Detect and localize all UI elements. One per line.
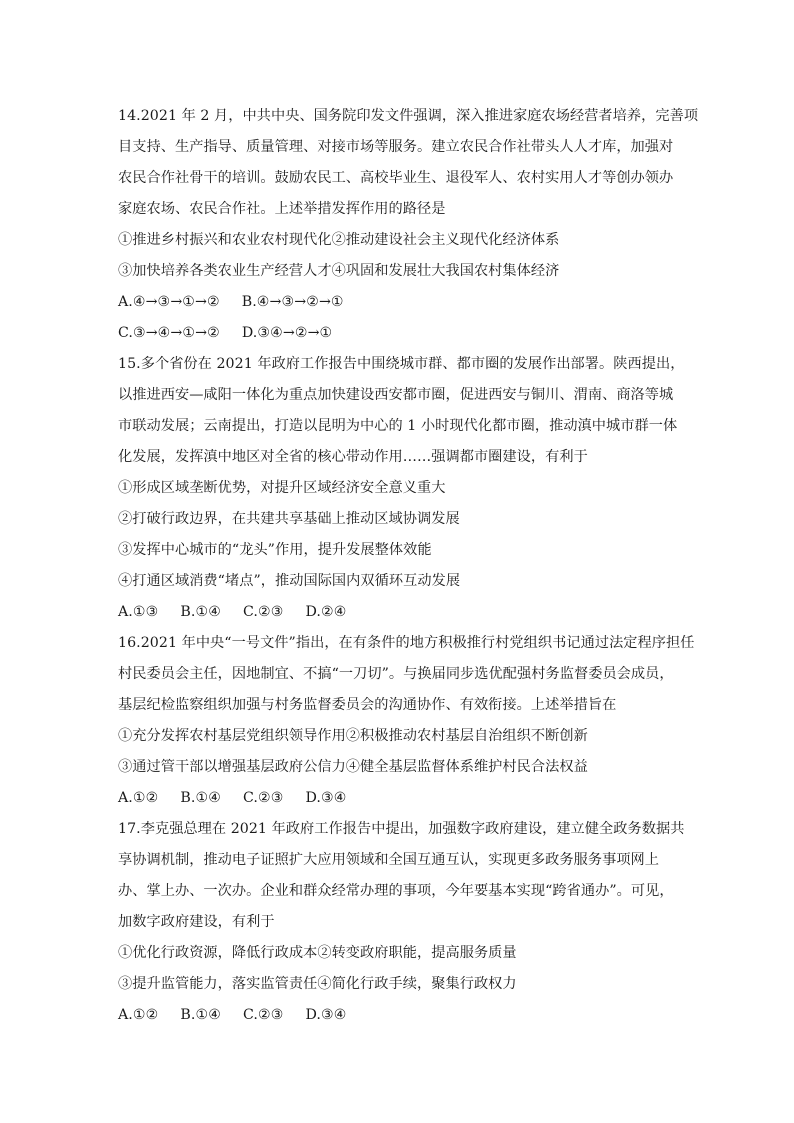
answer-option[interactable]: A.①② bbox=[118, 790, 159, 806]
question-stem-line: 农民合作社骨干的培训。鼓励农民工、高校毕业生、退役军人、农村实用人才等创办领办 bbox=[118, 170, 674, 186]
question-stem-line: 目支持、生产指导、质量管理、对接市场等服务。建立农民合作社带头人人才库，加强对 bbox=[118, 139, 674, 155]
answer-option[interactable]: A.①③ bbox=[118, 604, 159, 620]
answer-options-row bbox=[118, 783, 678, 814]
question-stem-line: 以推进西安—咸阳一体化为重点加快建设西安都市圈，促进西安与铜川、渭南、商洛等城 bbox=[118, 387, 674, 403]
question-item-line: ①充分发挥农村基层党组织领导作用②积极推动农村基层自治组织不断创新 bbox=[118, 728, 588, 744]
exam-page bbox=[118, 101, 699, 1031]
question-stem-line: 14.2021 年 2 月，中共中央、国务院印发文件强调，深入推进家庭农场经营者培养，完善项 bbox=[118, 108, 699, 124]
answer-option[interactable]: B.①④ bbox=[180, 604, 221, 620]
question-17 bbox=[118, 814, 685, 1031]
answer-options-row bbox=[118, 318, 678, 349]
question-14 bbox=[118, 101, 699, 349]
question-stem-line: 享协调机制，推动电子证照扩大应用领域和全国互通互认，实现更多政务服务事项网上 bbox=[118, 852, 660, 868]
question-stem-line: 家庭农场、农民合作社。上述举措发挥作用的路径是 bbox=[118, 201, 446, 217]
question-item-line: ①推进乡村振兴和农业农村现代化②推动建设社会主义现代化经济体系 bbox=[118, 232, 560, 248]
question-item-line: ①优化行政资源，降低行政成本②转变政府职能，提高服务质量 bbox=[118, 945, 517, 961]
answer-option[interactable]: D.③④→②→① bbox=[241, 325, 333, 341]
answer-option[interactable]: D.②④ bbox=[305, 604, 347, 620]
question-item-line: ③发挥中心城市的“龙头”作用，提升发展整体效能 bbox=[118, 542, 432, 558]
question-stem-line: 化发展，发挥滇中地区对全省的核心带动作用……强调都市圈建设，有利于 bbox=[118, 449, 588, 465]
answer-option[interactable]: D.③④ bbox=[305, 1007, 347, 1023]
answer-option[interactable]: D.③④ bbox=[305, 790, 347, 806]
question-16 bbox=[118, 628, 695, 814]
answer-option[interactable]: B.④→③→②→① bbox=[241, 294, 344, 310]
question-15 bbox=[118, 349, 685, 628]
question-stem-line: 基层纪检监察组织加强与村务监督委员会的沟通协作、有效衔接。上述举措旨在 bbox=[118, 697, 617, 713]
answer-options-row bbox=[118, 1000, 678, 1031]
answer-option[interactable]: B.①④ bbox=[180, 790, 221, 806]
question-stem-line: 市联动发展；云南提出，打造以昆明为中心的 1 小时现代化都市圈，推动滇中城市群一体 bbox=[118, 418, 678, 434]
question-item-line: ①形成区域垄断优势，对提升区域经济安全意义重大 bbox=[118, 480, 446, 496]
answer-option[interactable]: C.③→④→①→② bbox=[118, 325, 220, 341]
answer-options-row bbox=[118, 287, 678, 318]
question-item-line: ②打破行政边界，在共建共享基础上推动区域协调发展 bbox=[118, 511, 460, 527]
question-stem-line: 村民委员会主任，因地制宜、不搞“一刀切”。与换届同步选优配强村务监督委员会成员， bbox=[118, 666, 674, 682]
question-item-line: ③通过管干部以增强基层政府公信力④健全基层监督体系维护村民合法权益 bbox=[118, 759, 588, 775]
question-stem-line: 办、掌上办、一次办。企业和群众经常办理的事项，今年要基本实现“跨省通办”。可见， bbox=[118, 883, 674, 899]
question-item-line: ④打通区域消费“堵点”，推动国际国内双循环互动发展 bbox=[118, 573, 461, 589]
question-stem-line: 加数字政府建设，有利于 bbox=[118, 914, 275, 930]
question-stem-line: 16.2021 年中央“一号文件”指出，在有条件的地方积极推行村党组织书记通过法定程序担任 bbox=[118, 635, 695, 651]
question-stem-line: 15.多个省份在 2021 年政府工作报告中围绕城市群、都市圈的发展作出部署。陕西提出， bbox=[118, 356, 685, 372]
answer-option[interactable]: C.②③ bbox=[242, 1007, 284, 1023]
answer-option[interactable]: B.①④ bbox=[180, 1007, 221, 1023]
answer-option[interactable]: C.②③ bbox=[242, 790, 284, 806]
answer-option[interactable]: C.②③ bbox=[242, 604, 284, 620]
question-item-line: ③加快培养各类农业生产经营人才④巩固和发展壮大我国农村集体经济 bbox=[118, 263, 560, 279]
question-stem-line: 17.李克强总理在 2021 年政府工作报告中提出，加强数字政府建设，建立健全政务数据共 bbox=[118, 821, 685, 837]
question-item-line: ③提升监管能力，落实监管责任④简化行政手续，聚集行政权力 bbox=[118, 976, 517, 992]
answer-option[interactable]: A.④→③→①→② bbox=[118, 294, 220, 310]
answer-options-row bbox=[118, 597, 678, 628]
answer-option[interactable]: A.①② bbox=[118, 1007, 159, 1023]
